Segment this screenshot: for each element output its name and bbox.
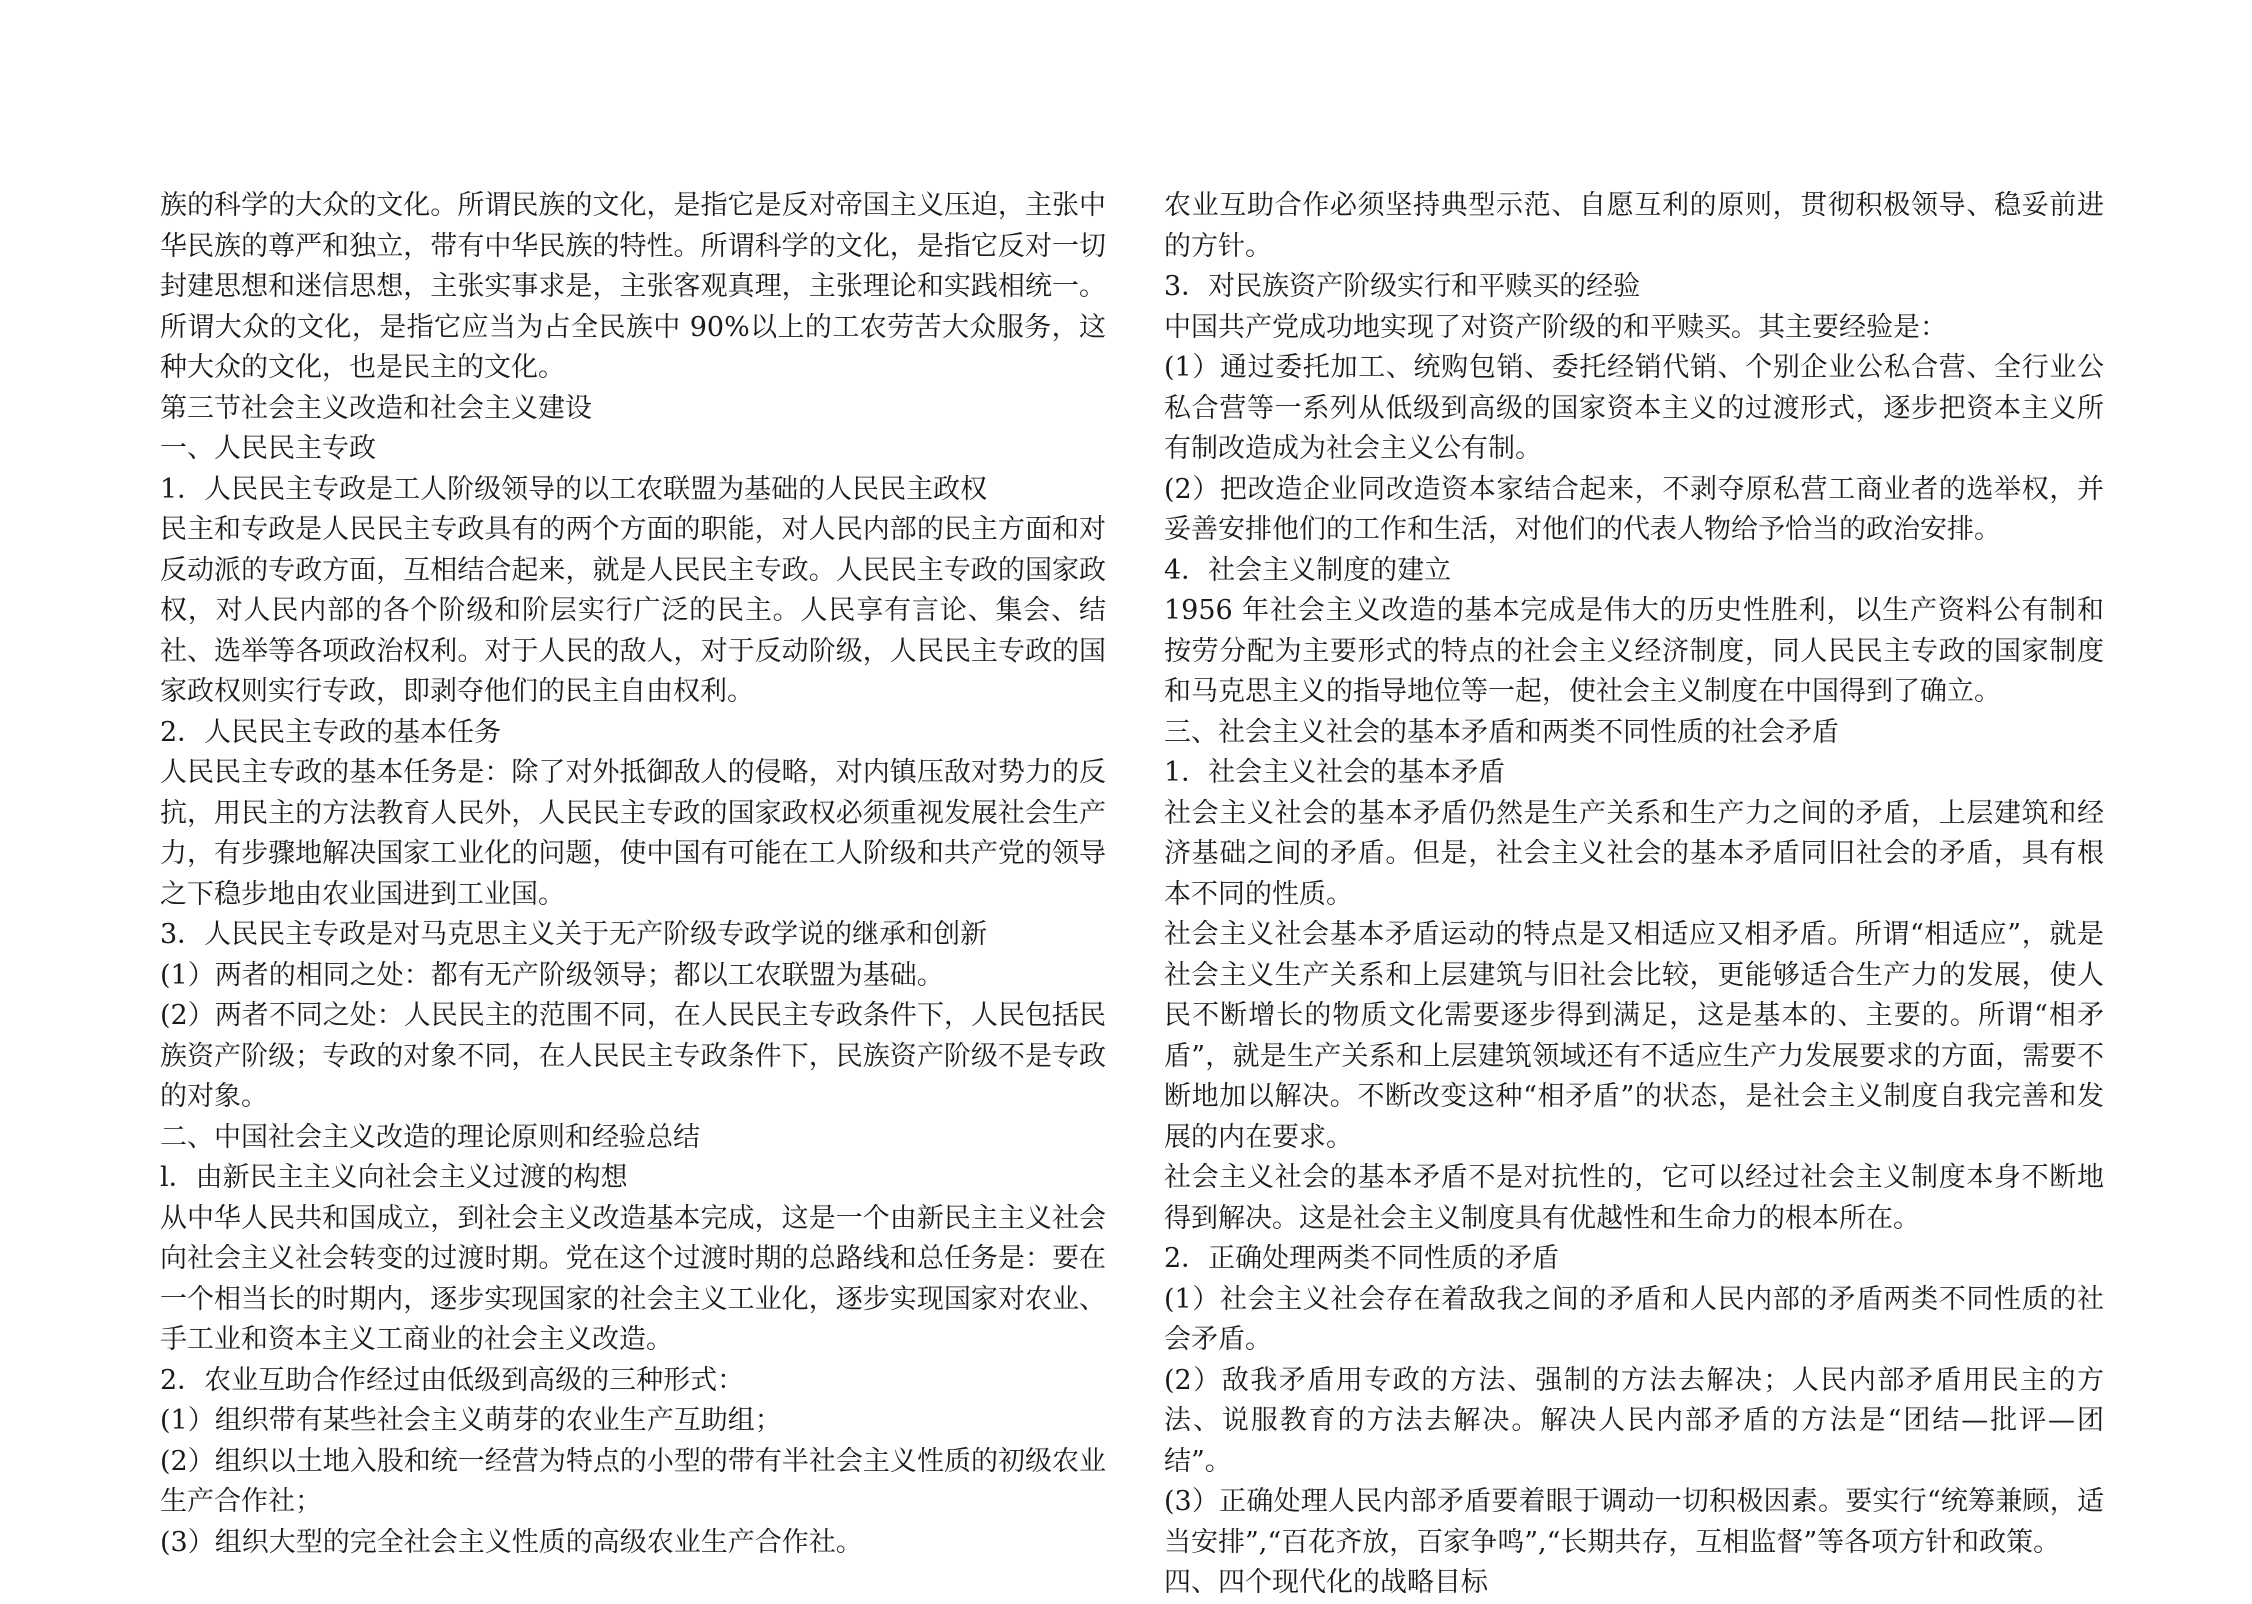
paragraph: 人民民主专政的基本任务是：除了对外抵御敌人的侵略，对内镇压敌对势力的反抗，用民主的方法教育人民外，人民民主专政的国家政权必须重视发展社会生产力，有步骤地解决国家工业化的问题，使中国有可能在工人阶级和共产党的领导之下稳步地由农业国进到工业国。 xyxy=(160,757,1106,910)
list-item: (2）敌我矛盾用专政的方法、强制的方法去解决；人民内部矛盾用民主的方法、说服教育的方法去解决。解决人民内部矛盾的方法是“团结—批评—团结”。 xyxy=(1164,1364,2104,1477)
list-item: (3）正确处理人民内部矛盾要着眼于调动一切积极因素。要实行“统筹兼顾，适当安排”,“百花齐放，百家争鸣”,“长期共存，互相监督”等各项方针和政策。 xyxy=(1164,1486,2104,1558)
left-text-column xyxy=(160,186,1106,1563)
paragraph-national-culture: 族的科学的大众的文化。所谓民族的文化，是指它是反对帝国主义压迫，主张中华民族的尊严和独立，带有中华民族的特性。所谓科学的文化，是指它反对一切封建思想和迷信思想，主张实事求是，主张客观真理，主张理论和实践相统一。所谓大众的文化，是指它应当为占全民族中 90%以上的工农劳苦大众服务，这种大众的文化，也是民主的文化。 xyxy=(160,190,1106,383)
paragraph: 农业互助合作必须坚持典型示范、自愿互利的原则，贯彻积极领导、稳妥前进的方针。 xyxy=(1164,190,2104,262)
item-heading: 1．人民民主专政是工人阶级领导的以工农联盟为基础的人民民主政权 xyxy=(160,473,988,505)
list-item: (1）通过委托加工、统购包销、委托经销代销、个别企业公私合营、全行业公私合营等一系列从低级到高级的国家资本主义的过渡形式，逐步把资本主义所有制改造成为社会主义公有制。 xyxy=(1164,352,2104,464)
list-item: (2）把改造企业同改造资本家结合起来，不剥夺原私营工商业者的选举权，并妥善安排他们的工作和生活，对他们的代表人物给予恰当的政治安排。 xyxy=(1164,473,2104,545)
subsection-heading: 三、社会主义社会的基本矛盾和两类不同性质的社会矛盾 xyxy=(1164,716,1839,748)
item-heading: 4．社会主义制度的建立 xyxy=(1164,554,1452,586)
paragraph: 中国共产党成功地实现了对资产阶级的和平赎买。其主要经验是： xyxy=(1164,311,1947,343)
paragraph: 1956 年社会主义改造的基本完成是伟大的历史性胜利，以生产资料公有制和按劳分配为主要形式的特点的社会主义经济制度，同人民民主专政的国家制度和马克思主义的指导地位等一起，使社会主义制度在中国得到了确立。 xyxy=(1164,595,2104,707)
list-item: (2）两者不同之处：人民民主的范围不同，在人民民主专政条件下，人民包括民族资产阶级；专政的对象不同，在人民民主专政条件下，民族资产阶级不是专政的对象。 xyxy=(160,1000,1106,1112)
item-heading: 2．农业互助合作经过由低级到高级的三种形式： xyxy=(160,1364,745,1396)
section-heading: 第三节社会主义改造和社会主义建设 xyxy=(160,392,592,424)
paragraph: 从中华人民共和国成立，到社会主义改造基本完成，这是一个由新民主主义社会向社会主义社会转变的过渡时期。党在这个过渡时期的总路线和总任务是：要在一个相当长的时期内，逐步实现国家的社会主义工业化，逐步实现国家对农业、手工业和资本主义工商业的社会主义改造。 xyxy=(160,1202,1106,1355)
item-heading: 2．人民民主专政的基本任务 xyxy=(160,716,502,748)
item-heading: 3．人民民主专政是对马克思主义关于无产阶级专政学说的继承和创新 xyxy=(160,919,988,950)
item-heading: 2．正确处理两类不同性质的矛盾 xyxy=(1164,1243,1560,1274)
list-item: (1）社会主义社会存在着敌我之间的矛盾和人民内部的矛盾两类不同性质的社会矛盾。 xyxy=(1164,1283,2104,1355)
paragraph: 社会主义社会的基本矛盾仍然是生产关系和生产力之间的矛盾，上层建筑和经济基础之间的矛盾。但是，社会主义社会的基本矛盾同旧社会的矛盾，具有根本不同的性质。 xyxy=(1164,797,2104,910)
list-item: (1）组织带有某些社会主义萌芽的农业生产互助组； xyxy=(160,1405,782,1436)
subsection-heading: 四、四个现代化的战略目标 xyxy=(1164,1567,1488,1598)
item-heading: l．由新民主主义向社会主义过渡的构想 xyxy=(160,1162,628,1193)
subsection-heading: 二、中国社会主义改造的理论原则和经验总结 xyxy=(160,1121,700,1153)
list-item: (2）组织以土地入股和统一经营为特点的小型的带有半社会主义性质的初级农业生产合作社； xyxy=(160,1445,1106,1517)
right-text-column xyxy=(1164,186,2104,1604)
paragraph: 社会主义社会基本矛盾运动的特点是又相适应又相矛盾。所谓“相适应”，就是社会主义生产关系和上层建筑与旧社会比较，更能够适合生产力的发展，使人民不断增长的物质文化需要逐步得到满足，这是基本的、主要的。所谓“相矛盾”，就是生产关系和上层建筑领域还有不适应生产力发展要求的方面，需要不断地加以解决。不断改变这种“相矛盾”的状态，是社会主义制度自我完善和发展的内在要求。 xyxy=(1164,919,2104,1153)
item-heading: 1．社会主义社会的基本矛盾 xyxy=(1164,757,1506,788)
item-heading: 3．对民族资产阶级实行和平赎买的经验 xyxy=(1164,271,1641,302)
list-item: (3）组织大型的完全社会主义性质的高级农业生产合作社。 xyxy=(160,1526,863,1558)
paragraph: 民主和专政是人民民主专政具有的两个方面的职能，对人民内部的民主方面和对反动派的专政方面，互相结合起来，就是人民民主专政。人民民主专政的国家政权，对人民内部的各个阶级和阶层实行广泛的民主。人民享有言论、集会、结社、选举等各项政治权利。对于人民的敌人，对于反动阶级，人民民主专政的国家政权则实行专政，即剥夺他们的民主自由权利。 xyxy=(160,514,1106,707)
list-item: (1）两者的相同之处：都有无产阶级领导；都以工农联盟为基础。 xyxy=(160,959,944,991)
subsection-heading: 一、人民民主专政 xyxy=(160,433,376,464)
paragraph: 社会主义社会的基本矛盾不是对抗性的，它可以经过社会主义制度本身不断地得到解决。这是社会主义制度具有优越性和生命力的根本所在。 xyxy=(1164,1162,2104,1234)
